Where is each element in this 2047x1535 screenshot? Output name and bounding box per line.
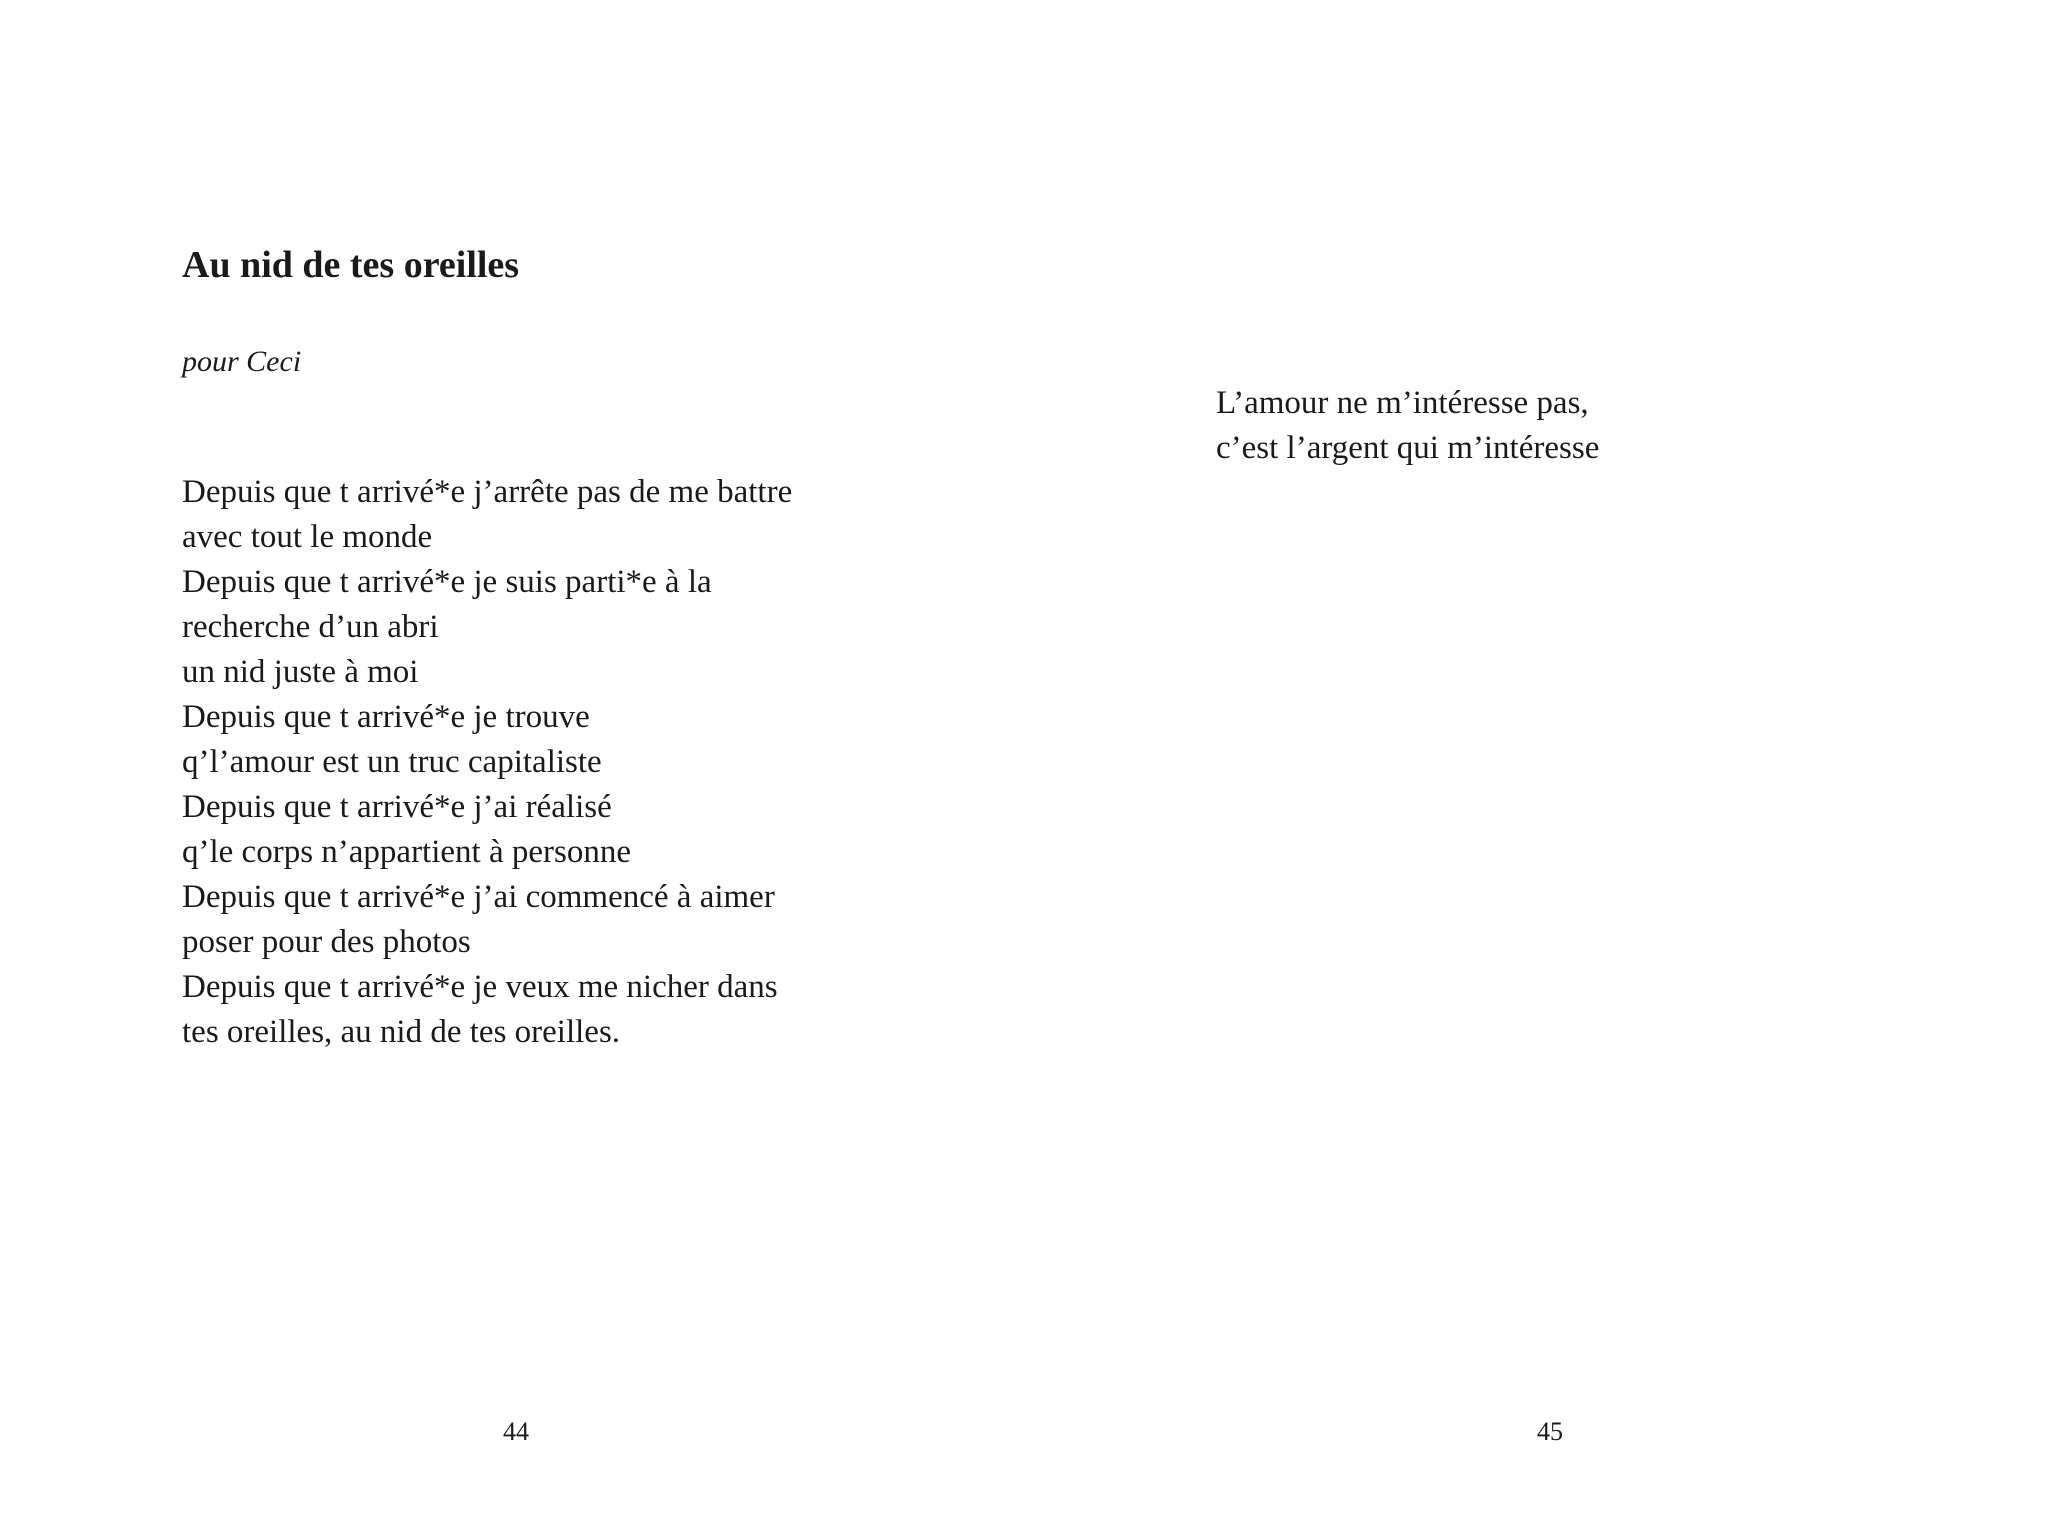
- verse-line: Depuis que t arrivé*e je suis parti*e à la: [182, 564, 712, 600]
- right-page: [1023, 0, 2047, 1535]
- verse-line: recherche d’un abri: [182, 609, 439, 645]
- verse-line: poser pour des photos: [182, 924, 471, 960]
- page-number-left: 44: [503, 1417, 529, 1446]
- verse-line: Depuis que t arrivé*e j’ai commencé à aimer: [182, 879, 775, 915]
- dedication: pour Ceci: [182, 345, 302, 378]
- left-page: [0, 0, 1023, 1535]
- verse-line: q’le corps n’appartient à personne: [182, 834, 631, 870]
- verse-line: tes oreilles, au nid de tes oreilles.: [182, 1014, 621, 1050]
- poem-verses: [182, 470, 792, 1055]
- poem-verses-continued: [1216, 381, 1599, 471]
- verse-line: c’est l’argent qui m’intéresse: [1216, 430, 1600, 466]
- verse-line: Depuis que t arrivé*e j’ai réalisé: [182, 789, 612, 825]
- poem-title: Au nid de tes oreilles: [182, 244, 520, 286]
- verse-line: Depuis que t arrivé*e je veux me nicher dans: [182, 969, 778, 1005]
- verse-line: L’amour ne m’intéresse pas,: [1216, 385, 1589, 421]
- verse-line: q’l’amour est un truc capitaliste: [182, 744, 602, 780]
- verse-line: avec tout le monde: [182, 519, 433, 555]
- verse-line: Depuis que t arrivé*e j’arrête pas de me battre: [182, 474, 793, 510]
- verse-line: Depuis que t arrivé*e je trouve: [182, 699, 590, 735]
- page-number-right: 45: [1537, 1417, 1563, 1446]
- verse-line: un nid juste à moi: [182, 654, 419, 690]
